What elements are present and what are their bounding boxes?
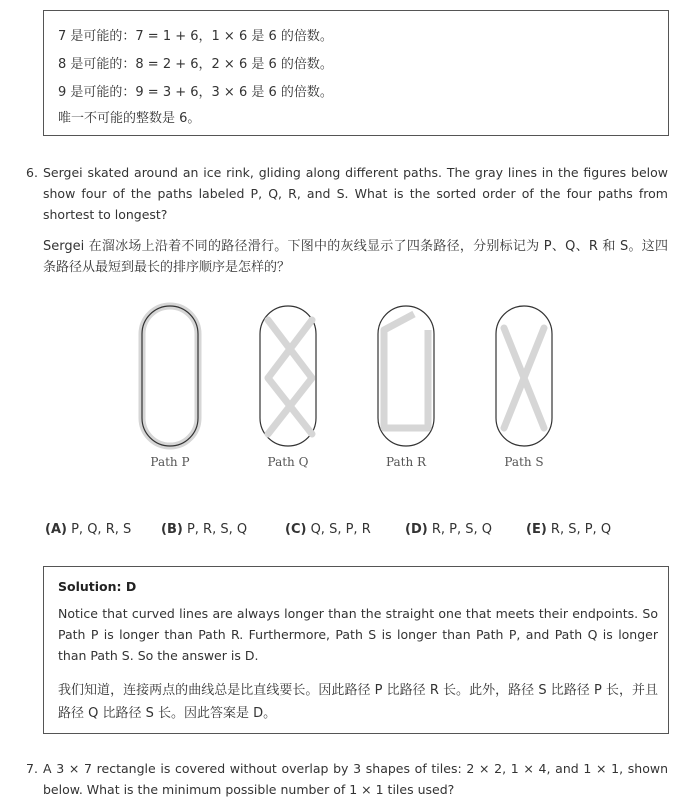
solution-text-zh: 我们知道，连接两点的曲线总是比直线要长。因此路径 P 比路径 R 长。此外，路径 S 比路径 P 长，并且路径 Q 比路径 S 长。因此答案是 D。: [58, 683, 658, 721]
paths-figure: [130, 300, 570, 480]
solution-box: [43, 566, 669, 734]
path-r-figure: [378, 306, 434, 446]
path-p-figure: [142, 306, 198, 446]
solution-title: Solution: D: [58, 579, 137, 594]
question-6-number: 6.: [26, 165, 38, 180]
previous-solution-box: [43, 10, 669, 136]
path-s-caption: Path S: [504, 455, 544, 469]
choice-a[interactable]: (A) P, Q, R, S: [45, 522, 132, 537]
path-s-figure: [496, 306, 552, 446]
choice-b[interactable]: (B) P, R, S, Q: [161, 522, 248, 537]
solution-line: 唯一不可能的整数是 6。: [58, 111, 201, 126]
path-r-caption: Path R: [385, 455, 427, 469]
question-6-text-en: Sergei skated around an ice rink, gliding along different paths. The gray lines in the figures below show four of the paths labeled P, Q, R, and S. What is the sorted order of the four paths from shortest to longest?: [43, 165, 668, 222]
path-q-caption: Path Q: [267, 455, 309, 469]
choice-e[interactable]: (E) R, S, P, Q: [526, 522, 612, 537]
solution-text-en: Notice that curved lines are always longer than the straight one that meets their endpoints. So Path P is longer than Path R. Furthermore, Path S is longer than Path P, and Path Q is longer than Path S. So the answer is D.: [58, 606, 658, 663]
solution-line: 7 是可能的：7 = 1 + 6，1 × 6 是 6 的倍数。: [58, 29, 333, 44]
path-p-caption: Path P: [150, 455, 190, 469]
question-7-number: 7.: [26, 761, 38, 776]
question-6-text-zh: Sergei 在溜冰场上沿着不同的路径滑行。下图中的灰线显示了四条路径，分别标记为 P、Q、R 和 S。这四条路径从最短到最长的排序顺序是怎样的？: [43, 239, 668, 275]
choice-c[interactable]: (C) Q, S, P, R: [285, 522, 371, 537]
question-7-text-en: A 3 × 7 rectangle is covered without overlap by 3 shapes of tiles: 2 × 2, 1 × 4, and 1 × 1, shown below. What is the minimum possible number of 1 × 1 tiles used?: [43, 761, 668, 797]
solution-line: 9 是可能的：9 = 3 + 6，3 × 6 是 6 的倍数。: [58, 85, 333, 100]
solution-line: 8 是可能的：8 = 2 + 6，2 × 6 是 6 的倍数。: [58, 57, 333, 72]
choice-d[interactable]: (D) R, P, S, Q: [405, 522, 492, 537]
path-q-figure: [260, 306, 316, 446]
